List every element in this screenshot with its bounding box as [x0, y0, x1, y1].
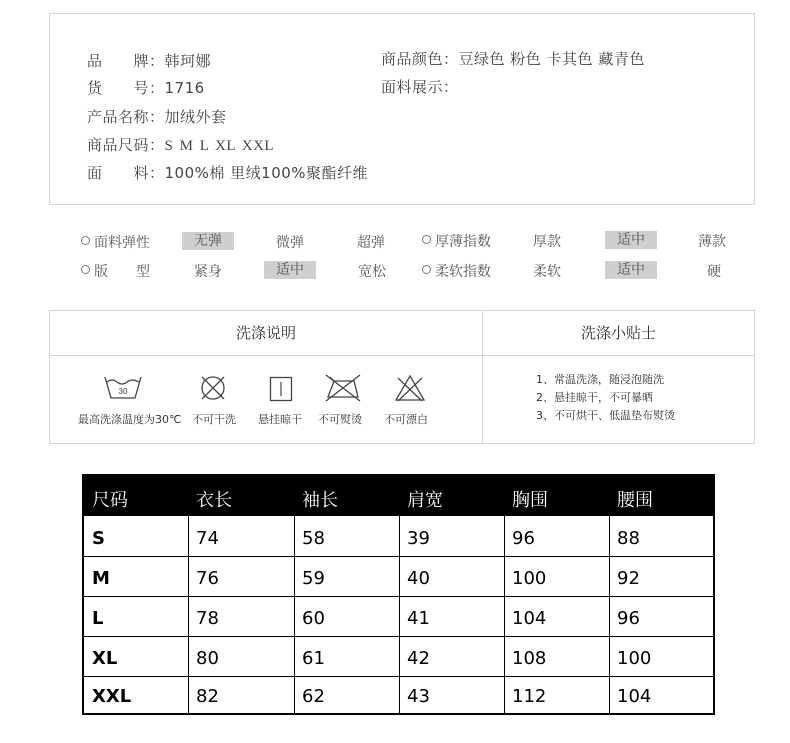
- fabric-value: 100%棉 里绒100%聚酯纤维: [164, 164, 369, 182]
- softness-option-soft: 柔软: [533, 264, 561, 280]
- sizes-value: S M L XL XXL: [164, 138, 275, 154]
- column-divider: [188, 516, 189, 713]
- washing-tip: 2、悬挂晾干，不可暴晒: [536, 391, 653, 404]
- brand-value: 韩珂娜: [164, 52, 212, 70]
- sizes-label: 商品尺码：: [87, 136, 165, 154]
- table-cell: 39: [407, 528, 430, 549]
- table-cell: 96: [617, 608, 640, 629]
- bullet-icon: [81, 265, 90, 274]
- table-cell: 82: [196, 686, 219, 707]
- thickness-option-thick: 厚款: [533, 234, 561, 250]
- hang-dry-icon: [269, 376, 293, 402]
- product-info-box: [49, 13, 755, 205]
- table-cell: 61: [302, 648, 325, 669]
- elasticity-option-slight: 微弹: [276, 235, 304, 251]
- row-divider: [84, 636, 713, 637]
- softness-option-hard: 硬: [707, 264, 721, 280]
- colors-row: [381, 48, 645, 69]
- softness-label: 柔软指数: [422, 261, 491, 281]
- table-cell: M: [92, 568, 110, 589]
- table-cell: 100: [617, 648, 652, 669]
- header-length: 衣长: [196, 490, 232, 511]
- table-cell: 112: [512, 686, 547, 707]
- washing-title: 洗涤说明: [235, 324, 296, 342]
- fabric-label: 面 料：: [87, 164, 165, 182]
- wash-30-caption: 最高洗涤温度为30℃: [78, 413, 182, 426]
- thickness-label: 厚薄指数: [422, 231, 491, 251]
- brand-row: [87, 50, 211, 71]
- header-shoulder: 肩宽: [407, 490, 443, 511]
- table-cell: XXL: [92, 686, 132, 707]
- no-bleach-caption: 不可漂白: [384, 413, 428, 426]
- softness-option-medium: 适中: [605, 261, 657, 279]
- elasticity-option-none: 无弹: [182, 232, 234, 250]
- table-cell: S: [92, 528, 105, 549]
- table-cell: 108: [512, 648, 547, 669]
- no-iron-caption: 不可熨烫: [318, 413, 362, 426]
- wash-temp-label: 30: [118, 387, 128, 396]
- column-divider: [294, 516, 295, 713]
- bullet-icon: [422, 235, 431, 244]
- header-waist: 腰围: [617, 490, 653, 511]
- fit-option-slim: 紧身: [194, 264, 222, 280]
- column-divider: [609, 516, 610, 713]
- table-cell: L: [92, 608, 104, 629]
- column-divider: [399, 516, 400, 713]
- colors-value: 豆绿色 粉色 卡其色 藏青色: [458, 50, 645, 68]
- bullet-icon: [81, 236, 90, 245]
- fit-option-regular: 适中: [264, 261, 316, 279]
- table-cell: XL: [92, 648, 118, 669]
- elasticity-label: 面料弹性: [81, 232, 150, 252]
- product-name-row: [87, 106, 227, 127]
- thickness-option-thin: 薄款: [698, 234, 726, 250]
- table-cell: 92: [617, 568, 640, 589]
- item-no-row: [87, 77, 205, 98]
- item-no-value: 1716: [164, 79, 205, 97]
- table-cell: 59: [302, 568, 325, 589]
- thickness-option-medium: 适中: [605, 231, 657, 249]
- no-dry-clean-caption: 不可干洗: [192, 413, 236, 426]
- no-dry-clean-icon: [198, 374, 228, 402]
- table-cell: 96: [512, 528, 535, 549]
- table-cell: 43: [407, 686, 430, 707]
- product-name-label: 产品名称：: [87, 108, 165, 126]
- fabric-row: [87, 162, 368, 183]
- table-cell: 58: [302, 528, 325, 549]
- washing-tips-title: 洗涤小贴士: [580, 324, 656, 342]
- wash-30-icon: [103, 373, 143, 401]
- no-bleach-icon: [393, 373, 427, 403]
- hang-dry-caption: 悬挂晾干: [258, 413, 302, 426]
- header-size: 尺码: [92, 490, 128, 511]
- table-cell: 88: [617, 528, 640, 549]
- washing-tip: 1、常温洗涤，随浸泡随洗: [536, 373, 664, 386]
- washing-tip: 3、不可烘干、低温垫布熨烫: [536, 409, 675, 422]
- table-cell: 80: [196, 648, 219, 669]
- no-iron-icon: [324, 373, 362, 403]
- fabric-show-label: 面料展示：: [381, 78, 459, 96]
- washing-box: [49, 310, 755, 444]
- row-divider: [84, 556, 713, 557]
- fit-option-loose: 宽松: [358, 264, 386, 280]
- fabric-show-row: [381, 76, 459, 97]
- header-chest: 胸围: [512, 490, 548, 511]
- table-cell: 62: [302, 686, 325, 707]
- row-divider: [84, 596, 713, 597]
- sizes-row: [87, 134, 274, 155]
- table-cell: 76: [196, 568, 219, 589]
- table-cell: 78: [196, 608, 219, 629]
- table-cell: 104: [617, 686, 652, 707]
- elasticity-option-super: 超弹: [357, 235, 385, 251]
- size-table: [82, 474, 715, 715]
- fit-label: 版 型: [81, 261, 150, 281]
- table-cell: 40: [407, 568, 430, 589]
- colors-label: 商品颜色：: [381, 50, 459, 68]
- divider: [482, 311, 483, 443]
- table-cell: 42: [407, 648, 430, 669]
- header-sleeve: 袖长: [302, 490, 338, 511]
- table-cell: 100: [512, 568, 547, 589]
- column-divider: [504, 516, 505, 713]
- table-cell: 74: [196, 528, 219, 549]
- table-cell: 104: [512, 608, 547, 629]
- row-divider: [84, 676, 713, 677]
- bullet-icon: [422, 265, 431, 274]
- divider: [50, 355, 754, 356]
- table-cell: 60: [302, 608, 325, 629]
- product-name-value: 加绒外套: [164, 108, 227, 126]
- item-no-label: 货 号：: [87, 79, 165, 97]
- table-cell: 41: [407, 608, 430, 629]
- brand-label: 品 牌：: [87, 52, 165, 70]
